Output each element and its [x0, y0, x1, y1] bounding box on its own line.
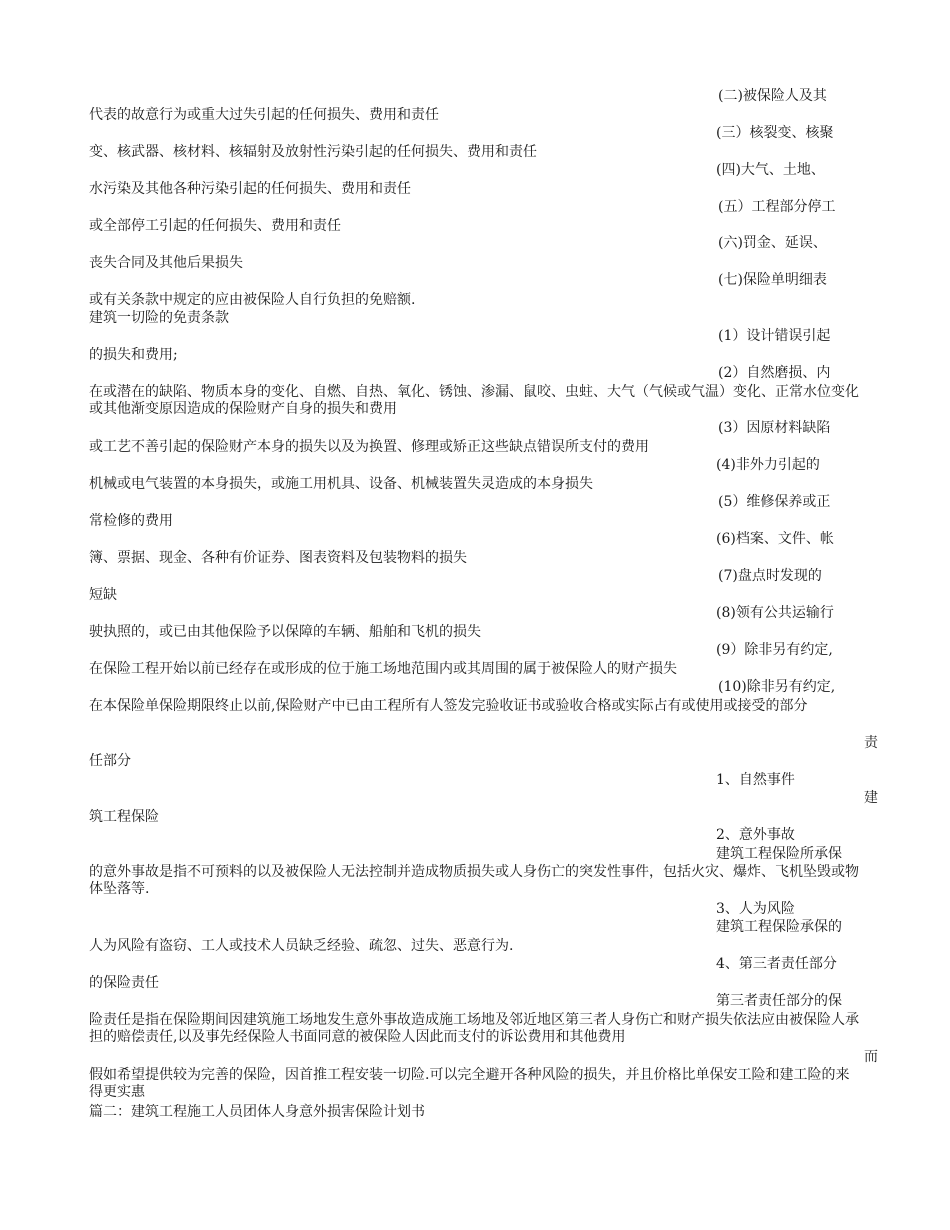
right-item-5: (5）维修保养或正 — [718, 494, 831, 510]
right-char-er: 而 — [864, 1049, 878, 1065]
right-item-7: (7)盘点时发现的 — [718, 568, 822, 584]
line-18: 任部分 — [89, 753, 131, 769]
right-item-8: (8)领有公共运输行 — [716, 605, 834, 621]
right-excl-3: (三）核裂变、核聚 — [716, 125, 834, 141]
line-3: 水污染及其他各种污染引起的任何损失、费用和责任 — [89, 181, 411, 197]
right-accident: 2、意外事故 — [716, 827, 795, 843]
right-char-ze: 责 — [864, 735, 878, 751]
line-24: 假如希望提供较为完善的保险，因首推工程安装一切险.可以完全避开各种风险的损失，并且价格比单保安工险和建工险的来得更实惠 — [89, 1067, 850, 1100]
line-11: 机械或电气装置的本身损失，或施工用机具、设备、机械装置失灵造成的本身损失 — [89, 476, 593, 492]
line-4: 或全部停工引起的任何损失、费用和责任 — [89, 218, 341, 234]
line-23: 险责任是指在保险期间因建筑施工场地发生意外事故造成施工场地及邻近地区第三者人身伤亡和财产损失依法应由被保险人承担的赔偿责任,以及事先经保险人书面同意的被保险人因此而支付的诉讼费用和其他费用 — [89, 1012, 859, 1045]
right-natural-event: 1、自然事件 — [716, 772, 795, 788]
right-third-party: 4、第三者责任部分 — [716, 956, 837, 972]
line-22: 的保险责任 — [89, 975, 159, 991]
line-2: 变、核武器、核材料、核辐射及放射性污染引起的任何损失、费用和责任 — [89, 144, 537, 160]
line-25: 篇二：建筑工程施工人员团体人身意外损害保险计划书 — [89, 1104, 425, 1120]
line-5: 丧失合同及其他后果损失 — [89, 255, 243, 271]
right-item-6: (6)档案、文件、帐 — [716, 531, 834, 547]
line-19: 筑工程保险 — [89, 809, 159, 825]
right-item-1: (1）设计错误引起 — [718, 328, 831, 344]
line-8: 的损失和费用; — [89, 347, 178, 363]
line-9: 在或潜在的缺陷、物质本身的变化、自燃、自热、氧化、锈蚀、渗漏、鼠咬、虫蛀、大气（气候或气温）变化、正常水位变化或其他渐变原因造成的保险财产自身的损失和费用 — [89, 384, 859, 417]
right-human-risk-note: 建筑工程保险承保的 — [716, 919, 842, 935]
right-excl-2: (二)被保险人及其 — [718, 88, 827, 104]
right-item-9: (9）除非另有约定, — [716, 642, 833, 658]
line-1: 代表的故意行为或重大过失引起的任何损失、费用和责任 — [89, 107, 439, 123]
line-17: 在本保险单保险期限终止以前,保险财产中已由工程所有人签发完验收证书或验收合格或实际占有或使用或接受的部分 — [89, 698, 808, 714]
line-10: 或工艺不善引起的保险财产本身的损失以及为换置、修理或矫正这些缺点错误所支付的费用 — [89, 439, 649, 455]
right-item-4: (4)非外力引起的 — [716, 457, 820, 473]
line-20: 的意外事故是指不可预料的以及被保险人无法控制并造成物质损失或人身伤亡的突发性事件，包括火灾、爆炸、飞机坠毁或物体坠落等. — [89, 864, 859, 897]
right-item-2: (2）自然磨损、内 — [718, 365, 831, 381]
line-15: 驶执照的，或已由其他保险予以保障的车辆、船舶和飞机的损失 — [89, 624, 481, 640]
right-excl-7: (七)保险单明细表 — [718, 272, 827, 288]
right-third-party-note: 第三者责任部分的保 — [716, 993, 842, 1009]
right-accident-note: 建筑工程保险所承保 — [716, 846, 842, 862]
line-14: 短缺 — [89, 587, 117, 603]
line-7: 建筑一切险的免责条款 — [89, 310, 229, 326]
right-excl-6: (六)罚金、延误、 — [718, 235, 827, 251]
right-char-jian: 建 — [864, 790, 878, 806]
right-human-risk: 3、人为风险 — [716, 901, 795, 917]
line-6: 或有关条款中规定的应由被保险人自行负担的免赔额. — [89, 292, 416, 308]
right-item-10: (10)除非另有约定, — [718, 679, 836, 695]
line-21: 人为风险有盗窃、工人或技术人员缺乏经验、疏忽、过失、恶意行为. — [89, 938, 514, 954]
line-16: 在保险工程开始以前已经存在或形成的位于施工场地范围内或其周围的属于被保险人的财产损失 — [89, 661, 677, 677]
right-excl-5: (五）工程部分停工 — [718, 199, 836, 215]
right-item-3: (3）因原材料缺陷 — [718, 420, 831, 436]
line-12: 常检修的费用 — [89, 513, 173, 529]
line-13: 簿、票据、现金、各种有价证券、图表资料及包装物料的损失 — [89, 550, 467, 566]
right-excl-4: (四)大气、土地、 — [716, 162, 825, 178]
